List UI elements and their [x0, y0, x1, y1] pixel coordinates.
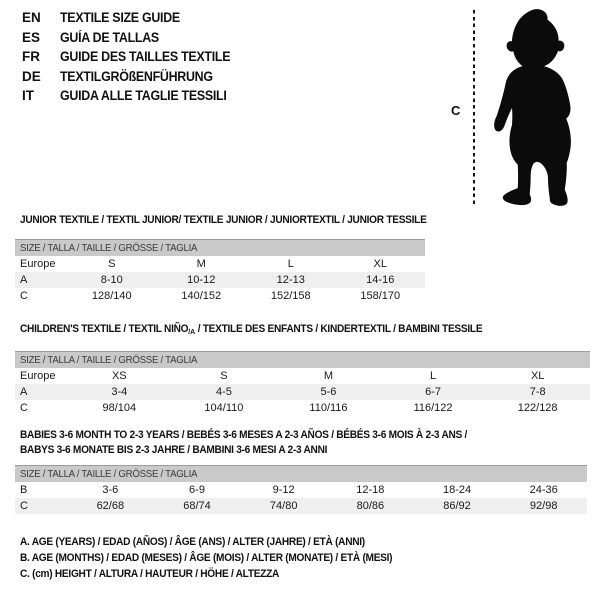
cell-value: 3-4: [111, 386, 128, 398]
height-c-label: C: [451, 103, 461, 118]
toddler-silhouette-image: [487, 4, 583, 212]
table-title-line2: BABYS 3-6 MONATE BIS 2-3 JAHRE / BAMBINI 3-6 MESI A 2-3 ANNI: [20, 444, 328, 456]
lang-code: FR: [22, 49, 40, 65]
table-row: [15, 288, 425, 304]
children-textile-table: [15, 322, 590, 416]
cell-value: XS: [111, 370, 127, 382]
row-label: Europe: [20, 370, 56, 382]
measurement-legend: [20, 534, 425, 582]
legend-text: B. AGE (MONTHS) / EDAD (MESES) / ÂGE (MOIS) / ALTER (MONATE) / ETÀ (MESI): [20, 552, 393, 564]
title-subscript: /A: [188, 327, 196, 336]
table-title-text: [20, 322, 482, 339]
cell-value: 6-9: [189, 484, 205, 496]
table-title-text: JUNIOR TEXTILE / TEXTIL JUNIOR/ TEXTILE JUNIOR / JUNIORTEXTIL / JUNIOR TESSILE: [20, 214, 427, 226]
babies-textile-table: [15, 428, 587, 514]
lang-code: DE: [22, 68, 41, 84]
lang-code: IT: [22, 88, 34, 104]
cell-value: 8-10: [100, 274, 123, 286]
cell-value: 9-12: [272, 484, 295, 496]
legend-line-c: [20, 566, 425, 582]
cell-value: 6-7: [425, 386, 442, 398]
cell-value: 10-12: [187, 274, 216, 286]
cell-value: 12-13: [276, 274, 305, 286]
cell-value: 68/74: [183, 500, 211, 512]
cell-value: 7-8: [529, 386, 546, 398]
table-row: [15, 256, 425, 272]
cell-value: 74/80: [269, 500, 298, 512]
lang-label: GUIDA ALLE TAGLIE TESSILI: [60, 88, 227, 104]
cell-value: M: [196, 258, 206, 270]
cell-value: L: [287, 258, 294, 270]
table-row: [15, 368, 590, 384]
cell-value: 18-24: [442, 484, 472, 496]
table-row: [15, 272, 425, 288]
row-label: C: [20, 290, 28, 302]
cell-value: 110/116: [309, 402, 348, 414]
legend-line-b: [20, 550, 425, 566]
cell-value: 80/86: [356, 500, 385, 512]
cell-value: 152/158: [270, 290, 311, 302]
lang-row-it: [22, 86, 245, 106]
size-header-band: [15, 465, 587, 482]
cell-value: 24-36: [529, 484, 558, 496]
cell-value: 158/170: [360, 290, 401, 302]
height-dotted-line: [473, 10, 475, 206]
lang-label: TEXTILGRÖßENFÜHRUNG: [60, 68, 213, 84]
size-header-band: [15, 351, 590, 368]
size-header-text: SIZE / TALLA / TAILLE / GRÖSSE / TAGLIA: [20, 468, 198, 480]
size-header-band: [15, 239, 425, 256]
lang-label: GUIDE DES TAILLES TEXTILE: [60, 49, 231, 65]
cell-value: 140/152: [181, 290, 222, 302]
lang-row-en: [22, 8, 245, 28]
cell-value: 92/98: [529, 500, 558, 512]
lang-code: EN: [22, 10, 41, 26]
cell-value: 128/140: [91, 290, 132, 302]
legend-line-a: [20, 534, 425, 550]
cell-value: M: [323, 370, 334, 382]
table-title-line1: BABIES 3-6 MONTH TO 2-3 YEARS / BEBÉS 3-6 MESES A 2-3 AÑOS / BÉBÉS 3-6 MOIS À 2-3 ANS /: [20, 429, 468, 441]
table-row: [15, 384, 590, 400]
lang-label: GUÍA DE TALLAS: [60, 29, 159, 45]
cell-value: 116/122: [413, 402, 453, 414]
table-body: [15, 482, 587, 514]
junior-textile-table: [15, 213, 425, 304]
legend-text: A. AGE (YEARS) / EDAD (AÑOS) / ÂGE (ANS) / ALTER (JAHRE) / ETÀ (ANNI): [20, 536, 365, 548]
lang-row-de: [22, 67, 245, 87]
table-body: [15, 368, 590, 416]
cell-value: L: [430, 370, 437, 382]
title-part: / TEXTILE DES ENFANTS / KINDERTEXTIL / BAMBINI TESSILE: [195, 323, 483, 335]
lang-code: ES: [22, 29, 41, 45]
lang-row-fr: [22, 47, 245, 67]
title-part: CHILDREN'S TEXTILE / TEXTIL NIÑO: [20, 323, 189, 335]
cell-value: 14-16: [366, 274, 395, 286]
cell-value: 62/68: [96, 500, 125, 512]
cell-value: 104/110: [204, 402, 244, 414]
lang-row-es: [22, 28, 245, 48]
cell-value: XL: [373, 258, 387, 270]
size-header-text: SIZE / TALLA / TAILLE / GRÖSSE / TAGLIA: [20, 242, 198, 254]
cell-value: S: [220, 370, 228, 382]
cell-value: 5-6: [320, 386, 337, 398]
row-label: Europe: [20, 258, 56, 270]
cell-value: XL: [530, 370, 545, 382]
table-row: [15, 498, 587, 514]
table-row: [15, 482, 587, 498]
cell-value: 4-5: [215, 386, 232, 398]
language-title-list: [22, 8, 245, 106]
size-header-text: SIZE / TALLA / TAILLE / GRÖSSE / TAGLIA: [20, 354, 198, 366]
table-title: [20, 428, 587, 458]
table-row: [15, 400, 590, 416]
cell-value: 3-6: [102, 484, 119, 496]
table-body: [15, 256, 425, 304]
table-title: [20, 322, 590, 339]
row-label: B: [20, 484, 28, 496]
cell-value: 12-18: [356, 484, 385, 496]
table-title: [20, 213, 425, 227]
cell-value: 86/92: [443, 500, 471, 512]
cell-value: 122/128: [517, 402, 558, 414]
legend-text: C. (cm) HEIGHT / ALTURA / HAUTEUR / HÖHE / ALTEZZA: [20, 568, 280, 580]
lang-label: TEXTILE SIZE GUIDE: [60, 10, 180, 26]
cell-value: 98/104: [102, 402, 137, 414]
row-label: A: [20, 274, 28, 286]
row-label: C: [20, 500, 28, 512]
row-label: C: [20, 402, 28, 414]
row-label: A: [20, 386, 28, 398]
cell-value: S: [108, 258, 116, 270]
